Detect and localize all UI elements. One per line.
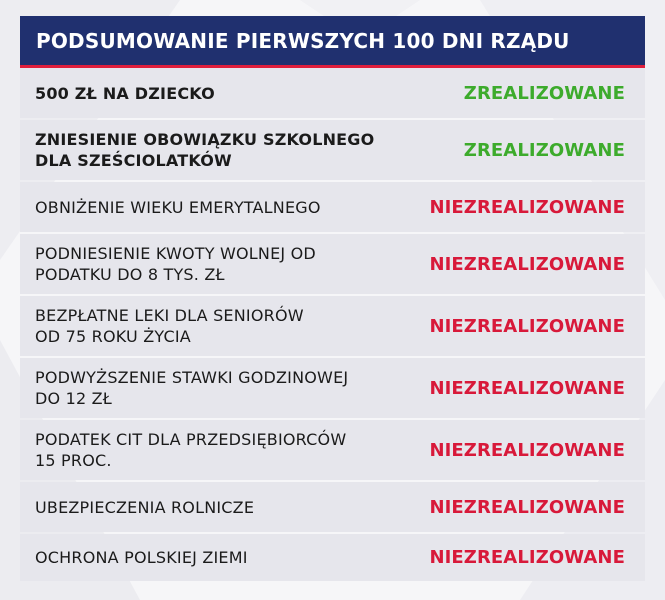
status-badge: ZREALIZOWANE xyxy=(463,139,625,161)
page-title: PODSUMOWANIE PIERWSZYCH 100 DNI RZĄDU xyxy=(36,28,570,53)
summary-table xyxy=(20,16,645,581)
row-label: PODNIESIENIE KWOTY WOLNEJ OD PODATKU DO 8 TYS. ZŁ xyxy=(35,244,316,284)
status-badge: NIEZREALIZOWANE xyxy=(429,196,625,218)
row-label: PODWYŻSZENIE STAWKI GODZINOWEJ DO 12 ZŁ xyxy=(35,368,349,408)
table-row xyxy=(20,296,645,356)
status-badge: ZREALIZOWANE xyxy=(463,82,625,104)
table-row xyxy=(20,420,645,480)
row-label: 500 ZŁ NA DZIECKO xyxy=(35,83,215,103)
table-row xyxy=(20,534,645,581)
table-row xyxy=(20,120,645,180)
table-row xyxy=(20,234,645,294)
table-header xyxy=(20,16,645,68)
row-label: PODATEK CIT DLA PRZEDSIĘBIORCÓW 15 PROC. xyxy=(35,430,347,470)
table-row xyxy=(20,482,645,532)
status-badge: NIEZREALIZOWANE xyxy=(429,377,625,399)
table-row xyxy=(20,182,645,232)
row-label: UBEZPIECZENIA ROLNICZE xyxy=(35,497,255,517)
status-badge: NIEZREALIZOWANE xyxy=(429,496,625,518)
row-label: OCHRONA POLSKIEJ ZIEMI xyxy=(35,548,248,567)
status-badge: NIEZREALIZOWANE xyxy=(429,547,625,568)
table-row xyxy=(20,68,645,118)
status-badge: NIEZREALIZOWANE xyxy=(429,439,625,461)
table-row xyxy=(20,358,645,418)
row-label: BEZPŁATNE LEKI DLA SENIORÓW OD 75 ROKU ŻYCIA xyxy=(35,306,304,346)
status-badge: NIEZREALIZOWANE xyxy=(429,253,625,275)
status-badge: NIEZREALIZOWANE xyxy=(429,315,625,337)
row-label: ZNIESIENIE OBOWIĄZKU SZKOLNEGO DLA SZEŚCIOLATKÓW xyxy=(35,130,375,170)
row-label: OBNIŻENIE WIEKU EMERYTALNEGO xyxy=(35,197,321,217)
table-rows xyxy=(20,68,645,581)
